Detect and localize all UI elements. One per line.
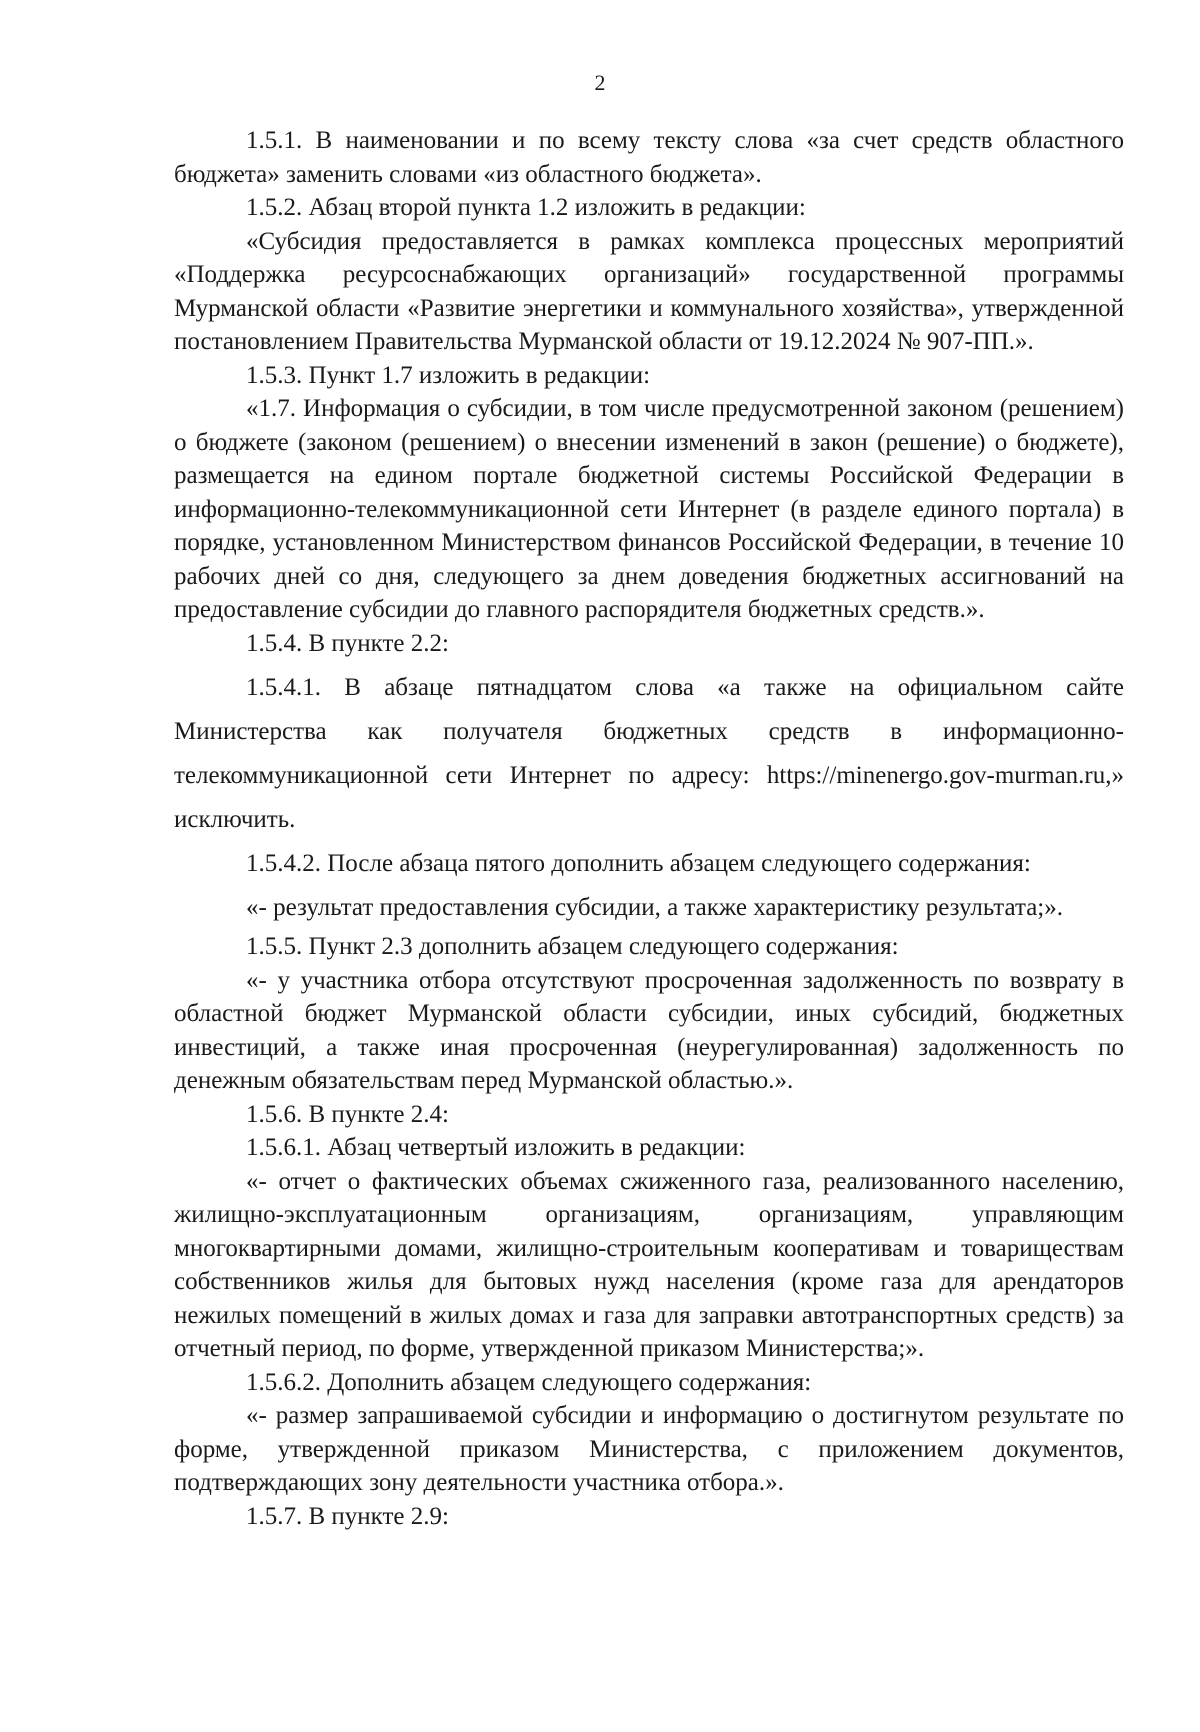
- paragraph-1-5-6-1: 1.5.6.1. Абзац четвертый изложить в редакции:: [246, 1134, 746, 1161]
- paragraph-1-5-6-2-quote: «- размер запрашиваемой субсидии и информацию о достигнутом результате по форме, утвержденной приказом Министерства, с приложением документов, подтверждающих зону деятельности участника отбора.».: [174, 1402, 1124, 1496]
- document-body: [174, 124, 1124, 1533]
- paragraph-1-5-2: 1.5.2. Абзац второй пункта 1.2 изложить в редакции:: [246, 194, 806, 221]
- paragraph-1-5-6: 1.5.6. В пункте 2.4:: [246, 1100, 449, 1128]
- paragraph-1-5-4-2-quote: «- результат предоставления субсидии, а также характеристику результата;».: [246, 894, 1063, 921]
- paragraph-1-5-3: 1.5.3. Пункт 1.7 изложить в редакции:: [246, 361, 651, 389]
- paragraph-1-5-5-quote: «- у участника отбора отсутствуют просроченная задолженность по возврату в областной бюджет Мурманской области субсидии, иных субсидий, бюджетных инвестиций, а также иная просроченная (неурегулированная) задолженность по денежным обязательствам перед Мурманской областью.».: [174, 966, 1124, 1094]
- paragraph-1-5-4-1: 1.5.4.1. В абзаце пятнадцатом слова «а также на официальном сайте Министерства как получателя бюджетных средств в информационно-телекоммуникационной сети Интернет по адресу: https://minenergo.gov-murman.ru,» исключить.: [174, 674, 1124, 833]
- paragraph-1-5-5: 1.5.5. Пункт 2.3 дополнить абзацем следующего содержания:: [246, 933, 899, 960]
- page-number: 2: [594, 70, 606, 95]
- paragraph-1-5-3-quote: «1.7. Информация о субсидии, в том числе предусмотренной законом (решением) о бюджете (законом (решением) о внесении изменений в закон (решение) о бюджете), размещается на едином портале бюджетной системы Российской Федерации в информационно-телекоммуникационной сети Интернет (в разделе единого портала) в порядке, установленном Министерством финансов Российской Федерации, в течение 10 рабочих дней со дня, следующего за днем доведения бюджетных ассигнований на предоставление субсидии до главного распорядителя бюджетных средств.».: [174, 395, 1124, 623]
- paragraph-1-5-7: 1.5.7. В пункте 2.9:: [246, 1502, 449, 1530]
- paragraph-1-5-4-2: 1.5.4.2. После абзаца пятого дополнить абзацем следующего содержания:: [246, 850, 1031, 877]
- paragraph-1-5-1: 1.5.1. В наименовании и по всему тексту слова «за счет средств областного бюджета» заменить словами «из областного бюджета».: [174, 127, 1124, 188]
- paragraph-1-5-4: 1.5.4. В пункте 2.2:: [246, 629, 449, 657]
- paragraph-1-5-6-2: 1.5.6.2. Дополнить абзацем следующего содержания:: [246, 1368, 812, 1396]
- paragraph-1-5-6-1-quote: «- отчет о фактических объемах сжиженного газа, реализованного населению, жилищно-эксплуатационным организациям, организациям, управляющим многоквартирными домами, жилищно-строительным кооперативам и товариществам собственников жилья для бытовых нужд населения (кроме газа для арендаторов нежилых помещений в жилых домах и газа для заправки автотранспортных средств) за отчетный период, по форме, утвержденной приказом Министерства;».: [174, 1167, 1124, 1362]
- paragraph-1-5-2-quote: «Субсидия предоставляется в рамках комплекса процессных мероприятий «Поддержка ресурсоснабжающих организаций» государственной программы Мурманской области «Развитие энергетики и коммунального хозяйства», утвержденной постановлением Правительства Мурманской области от 19.12.2024 № 907-ПП.».: [174, 227, 1124, 355]
